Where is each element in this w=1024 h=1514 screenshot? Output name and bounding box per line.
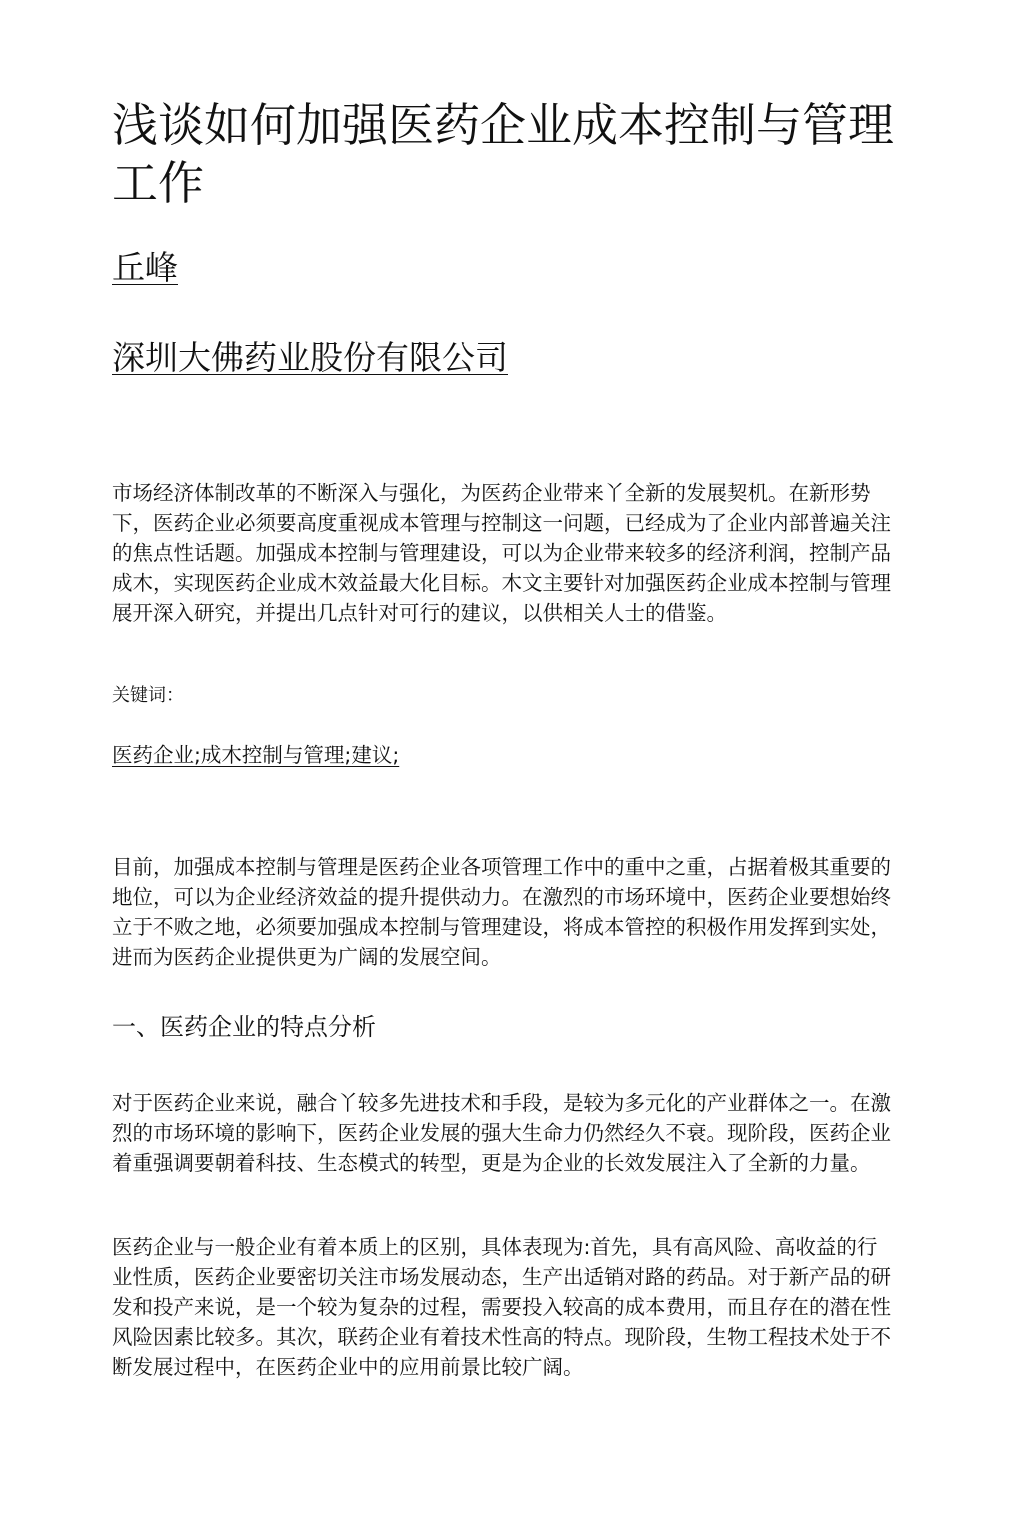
body-paragraph: 对于医药企业来说，融合丫较多先进技术和手段，是较为多元化的产业群体之一。在激烈的市场环境的影响下，医药企业发展的强大生命力仍然经久不衰。现阶段，医药企业着重强调要朝着科技、生态模式的转型，更是为企业的长效发展注入了全新的力量。 [112,1091,891,1175]
body-paragraph: 医药企业与一般企业有着本质上的区别，具体表现为:首先，具有高风险、高收益的行业性质，医药企业要密切关注市场发展动态，生产出适销对路的药品。对于新产品的研发和投产来说，是一个较为复杂的过程，需要投入较高的成本费用，而且存在的潜在性风险因素比较多。其次，联药企业有着技术性高的特点。现阶段，生物工程技术处于不断发展过程中，在医药企业中的应用前景比较广阔。 [112,1235,891,1379]
article-title: 浅谈如何加强医药企业成本控制与管理工作 [112,98,894,210]
author-name: 丘峰 [112,248,178,287]
keywords-list: 医药企业;成木控制与管理;建议; [112,743,400,767]
abstract-paragraph: 市场经济体制改革的不断深入与强化，为医药企业带来丫全新的发展契机。在新形势下，医药企业必须要高度重视成本管理与控制这一问题，已经成为了企业内部普遍关注的焦点性话题。加强成本控制与管理建设，可以为企业带来较多的经济利润，控制产品成木，实现医药企业成木效益最大化目标。木文主要针对加强医药企业成本控制与管理展开深入研究，并提出几点针对可行的建议，以供相关人士的借鉴。 [112,481,891,625]
section-heading: 一、医药企业的特点分析 [112,1013,376,1041]
keywords-label: 关键词： [112,685,184,706]
intro-paragraph: 目前，加强成本控制与管理是医药企业各项管理工作中的重中之重，占据着极其重要的地位，可以为企业经济效益的提升提供动力。在激烈的市场环境中，医药企业要想始终立于不败之地，必须要加强成本控制与管理建设，将成本管控的积极作用发挥到实处，进而为医药企业提供更为广阔的发展空间。 [112,855,891,969]
author-affiliation: 深圳大佛药业股份有限公司 [112,338,508,377]
